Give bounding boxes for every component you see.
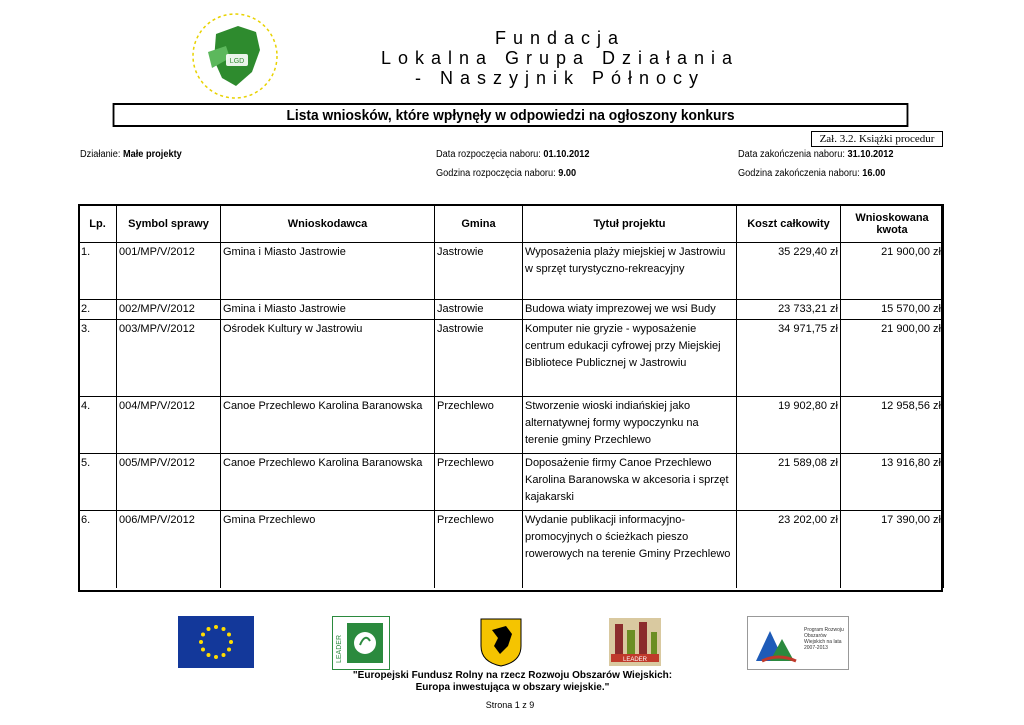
footer-slogan-line2: Europa inwestująca w obszary wiejskie." xyxy=(415,682,610,693)
table-row xyxy=(79,300,944,320)
leader-text: LEADER xyxy=(336,634,343,663)
cell-gmina: Jastrowie xyxy=(435,300,523,320)
eu-star-icon xyxy=(207,653,211,657)
leader-logo xyxy=(332,616,390,670)
header-gmina: Gmina xyxy=(435,205,523,243)
prow-text: Program Rozwoju Obszarów Wiejskich na lata 2007-2013 xyxy=(804,627,844,651)
table-row xyxy=(79,454,944,511)
cell-symbol: 006/MP/V/2012 xyxy=(117,511,221,588)
cell-title: Wydanie publikacji informacyjno-promocyjnych o ścieżkach pieszo rowerowych na terenie Gminy Przechlewo xyxy=(523,511,737,588)
cell-lp: 2. xyxy=(79,300,117,320)
eu-star-icon xyxy=(229,640,233,644)
prow-logo xyxy=(747,616,849,670)
cell-symbol: 002/MP/V/2012 xyxy=(117,300,221,320)
table-row xyxy=(79,397,944,454)
cell-amount: 21 900,00 zł xyxy=(841,243,944,300)
eu-star-icon xyxy=(214,655,218,659)
cell-cost: 35 229,40 zł xyxy=(737,243,841,300)
cell-lp: 5. xyxy=(79,454,117,511)
cell-amount: 12 958,56 zł xyxy=(841,397,944,454)
cell-title: Komputer nie gryzie - wyposażenie centrum edukacji cyfrowej przy Miejskiej Bibliotece Publicznej w Jastrowiu xyxy=(523,320,737,397)
end-date-info: Data zakończenia naboru: 31.10.2012 xyxy=(738,149,894,160)
action-info: Działanie: Małe projekty xyxy=(80,149,182,160)
cell-cost: 19 902,80 zł xyxy=(737,397,841,454)
table-row xyxy=(79,243,944,300)
foundation-title-line1: Fundacja xyxy=(494,28,626,48)
lgd-badge: LGD xyxy=(229,58,245,65)
eu-star-icon xyxy=(199,640,203,644)
eu-star-icon xyxy=(214,625,218,629)
eu-star-icon xyxy=(201,633,205,637)
cell-cost: 23 202,00 zł xyxy=(737,511,841,588)
applications-table xyxy=(78,204,944,588)
start-time-info: Godzina rozpoczęcia naboru: 9.00 xyxy=(436,168,577,179)
lgd-leader-logo xyxy=(607,616,663,668)
eu-star-icon xyxy=(207,627,211,631)
foundation-title-line2: Lokalna Grupa Działania xyxy=(380,48,740,68)
cell-cost: 23 733,21 zł xyxy=(737,300,841,320)
cell-applicant: Canoe Przechlewo Karolina Baranowska xyxy=(221,454,435,511)
list-title: Lista wniosków, które wpłynęły w odpowiedzi na ogłoszony konkurs xyxy=(113,103,909,127)
pomorskie-griffin-logo xyxy=(478,616,524,668)
cell-applicant: Canoe Przechlewo Karolina Baranowska xyxy=(221,397,435,454)
header-lp: Lp. xyxy=(79,205,117,243)
eu-star-icon xyxy=(222,653,226,657)
eu-star-icon xyxy=(201,648,205,652)
footer-slogan xyxy=(330,670,695,694)
cell-lp: 6. xyxy=(79,511,117,588)
cell-amount: 15 570,00 zł xyxy=(841,300,944,320)
table-row xyxy=(79,320,944,397)
start-date-info: Data rozpoczęcia naboru: 01.10.2012 xyxy=(436,149,590,160)
cell-lp: 1. xyxy=(79,243,117,300)
cell-lp: 3. xyxy=(79,320,117,397)
cell-title: Doposażenie firmy Canoe Przechlewo Karolina Baranowska w akcesoria i sprzęt kajakarski xyxy=(523,454,737,511)
header-symbol: Symbol sprawy xyxy=(117,205,221,243)
cell-symbol: 004/MP/V/2012 xyxy=(117,397,221,454)
cell-lp: 4. xyxy=(79,397,117,454)
eu-star-icon xyxy=(227,633,231,637)
header-amount: Wnioskowana kwota xyxy=(841,205,944,243)
cell-symbol: 003/MP/V/2012 xyxy=(117,320,221,397)
attachment-note: Zał. 3.2. Książki procedur xyxy=(811,131,943,147)
cell-symbol: 001/MP/V/2012 xyxy=(117,243,221,300)
cell-gmina: Jastrowie xyxy=(435,243,523,300)
cell-amount: 21 900,00 zł xyxy=(841,320,944,397)
cell-gmina: Przechlewo xyxy=(435,397,523,454)
cell-title: Stworzenie wioski indiańskiej jako alternatywnej formy wypoczynku na terenie gminy Przechlewo xyxy=(523,397,737,454)
cell-applicant: Gmina i Miasto Jastrowie xyxy=(221,243,435,300)
cell-symbol: 005/MP/V/2012 xyxy=(117,454,221,511)
eu-flag-logo xyxy=(178,616,254,668)
cell-amount: 17 390,00 zł xyxy=(841,511,944,588)
cell-gmina: Przechlewo xyxy=(435,454,523,511)
eu-star-icon xyxy=(222,627,226,631)
end-time-info: Godzina zakończenia naboru: 16.00 xyxy=(738,168,886,179)
cell-title: Wyposażenia plaży miejskiej w Jastrowiu w sprzęt turystyczno-rekreacyjny xyxy=(523,243,737,300)
cell-cost: 34 971,75 zł xyxy=(737,320,841,397)
lgd-leader-text: LEADER xyxy=(622,657,648,663)
cell-title: Budowa wiaty imprezowej we wsi Budy xyxy=(523,300,737,320)
header-cost: Koszt całkowity xyxy=(737,205,841,243)
cell-applicant: Gmina Przechlewo xyxy=(221,511,435,588)
cell-gmina: Przechlewo xyxy=(435,511,523,588)
header-title: Tytuł projektu xyxy=(523,205,737,243)
cell-applicant: Gmina i Miasto Jastrowie xyxy=(221,300,435,320)
foundation-title-line3: - Naszyjnik Północy xyxy=(414,68,706,88)
lgd-logo xyxy=(186,12,284,100)
table-header-row xyxy=(79,205,944,243)
table-row xyxy=(79,511,944,588)
page-number: Strona 1 z 9 xyxy=(485,700,535,710)
header-applicant: Wnioskodawca xyxy=(221,205,435,243)
cell-applicant: Ośrodek Kultury w Jastrowiu xyxy=(221,320,435,397)
cell-amount: 13 916,80 zł xyxy=(841,454,944,511)
eu-star-icon xyxy=(227,648,231,652)
cell-cost: 21 589,08 zł xyxy=(737,454,841,511)
footer-slogan-line1: "Europejski Fundusz Rolny na rzecz Rozwoju Obszarów Wiejskich: xyxy=(352,670,673,681)
cell-gmina: Jastrowie xyxy=(435,320,523,397)
